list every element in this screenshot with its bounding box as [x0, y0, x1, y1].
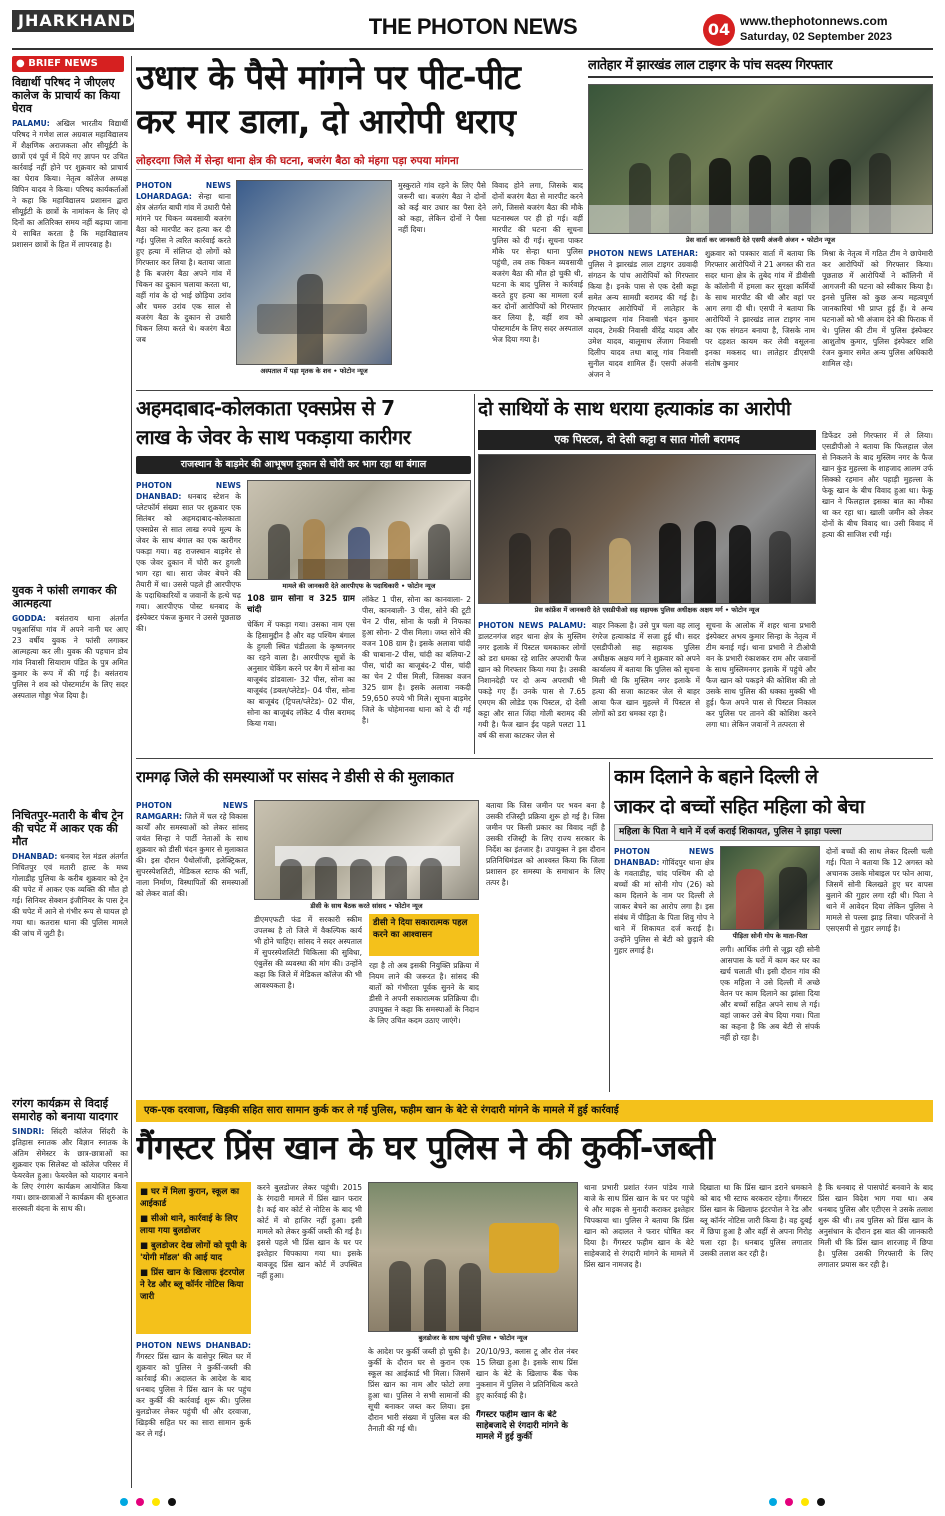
ahmedabad-headline: लाख के जेवर के साथ पकड़ाया कारीगर [136, 425, 411, 449]
bullet-icon: ■ [140, 1268, 151, 1278]
masthead [0, 0, 945, 52]
brief-body: GODDA: बसंतराय थाना अंतर्गत पथुआसिंघा गांव में अपने नानी घर आए 23 वर्षीय युवक ने फांसी लगाकर आत्महत्या कर ली। युवक की पहचान डोय गांव निवासी सियाराम पंडित के पुत्र अमित कुमार के रूप में की गई है। बसंतराय पुलिस ने शव को पोस्टमार्टम के लिए सदर अस्पताल गोड्डा भेज दिया है। [12, 614, 128, 700]
bullet-item: ■ प्रिंस खान के खिलाफ इंटरपोल ने रेड और ब्लू कॉर्नर नोटिस किया जारी [140, 1268, 245, 1302]
latehar-photo [588, 84, 933, 234]
brief-headline: युवक ने फांसी लगाकर की आत्महत्या [12, 584, 117, 610]
lead-photo [236, 180, 392, 365]
ahmedabad-photo-caption: मामले की जानकारी देते आरपीएफ के पदाधिकारी • फोटोन न्यूज [282, 582, 436, 590]
ahmedabad-col-1: PHOTON NEWS DHANBAD: धनबाद स्टेशन के प्लेटफॉर्म संख्या सात पर शुक्रवार एक सितंबर को अहमदाबाद-कोलकाता एक्सप्रेस से सात लाख रुपये मूल्य के जेवर के साथ बंगाल का एक कारीगर पकड़ा गया। वह राजस्थान बाड़मेर से एक जेवर दुकान में चोरी कर हुगली भाग रहा था। सारा जेवर बेचने की तैयारी में था। उससे पहले ही आरपीएफ के पदाधिकारियों व जवानों के हत्थे चढ़ गया। आरपीएफ पोस्ट धनबाद के इंस्पेक्टर पंकज कुमार ने उससे पूछताछ की। [136, 481, 241, 633]
murder-col-3: सूचना के आलोक में शहर थाना प्रभारी इंस्पेक्टर अभय कुमार सिन्हा के नेतृत्व में टीम बनाई गई। थाना प्रभारी ने टीओपी वन के प्रभारी रंकाशकर राम और जवानों के साथ मुस्लिमनगर इलाके में पहुंचे और फैज खान को पकड़ने की कोशिश की तो उसके साथ पुलिस की धक्का मुक्की भी हुई। फैज अपने पास से पिस्टल निकाल कर पुलिस पर तानने की कोशिश करने लगा था। लेकिन जवानों ने तत्परता से [706, 621, 816, 729]
bottom-col-7: है कि धनबाद से पासपोर्ट बनवाने के बाद प्रिंस खान विदेश भाग गया था। अब धनबाद पुलिस और एटीएस ने उसके तलाश शुरू की थी। तब पुलिस को प्रिंस खान के अनुसंधान के दौरान इस बात की जानकारी मिली थी कि प्रिंस खान शारजाह में छिपा है। पुलिस उसकी गिरफ्तारी के लिए लगातार प्रयास कर रही है। [818, 1183, 933, 1269]
trafficking-col-1: PHOTON NEWS DHANBAD: गोविंदपुर थाना क्षेत्र के गवताडीह, चांद पश्चिम की दो बच्चों की मां सोनी गोप (26) को काम दिलाने के नाम पर दिल्ली ले जाकर बेचने का आरोप लगा है। इस संबंध में पीड़िता के पिता शिवु गोप ने थाने में शिकायत दर्ज कराई है। उन्होंने पुलिस से बेटी को छुड़ाने की गुहार लगाई है। [614, 847, 714, 955]
bottom-col-1: PHOTON NEWS DHANBAD: गैंगस्टर प्रिंस खान के वासेपुर स्थित घर में शुक्रवार को पुलिस ने कुर्की-जब्ती की कार्रवाई की। अदालत के आदेश के बाद धनबाद पुलिस ने प्रिंस खान के घर पहुंच कर कुर्की की कार्रवाई शुरू की। पुलिस बुलडोजर लेकर पहुंची थी और दरवाजा, खिड़की सहित घर का सारा सामान कुर्क कर ले गई। [136, 1341, 251, 1438]
brief-body: SINDRI: सिंदरी कॉलेज सिंदरी के इतिहास स्नातक और विज्ञान स्नातक के अंतिम सेमेस्टर के छात्र-छात्राओं का शुक्रवार एक सिलेक्ट वो कॉलेज परिसर में फेयरवेल हुआ। फेयरवेल को यादगार बनाने के लिए रंगारंग कार्यक्रम आयोजित किया गया। छात्र-छात्राओं ने कार्यक्रम की शुरुआत सरस्वती वंदना के साथ की। [12, 1127, 128, 1213]
trafficking-col-2: लगी। आर्थिक तंगी से जूझ रही सोनी आसपास के घरों में काम कर घर का खर्च चलाती थी। इसी दौरान गांव की एक महिला ने उसे दिल्ली में अच्छे वेतन पर काम दिलाने का झांसा दिया और बच्चों सहित अपने साथ ले गई। वहां जाकर उसे बेच दिया गया। पिता का कहना है कि अब बेटी से संपर्क नहीं हो रहा है। [720, 945, 820, 1042]
ramgarh-box-title: डीसी ने दिया सकारात्मक पहल करने का आश्वासन [373, 918, 468, 940]
latehar-story [588, 56, 933, 386]
ramgarh-col-2: डीएमएफटी फंड में सरकारी स्कीम उपलब्ध है तो जिले में वैकल्पिक कार्य भी होने चाहिए। सांसद ने सदर अस्पताल में सुपरस्पेशलिटी चिकित्सा की सुविधा, एंबुलेंस की व्यवस्था की मांग की। उन्होंने कहा कि जिले में मेडिकल कॉलेज की भी आवश्यकता है। [254, 915, 362, 990]
trafficking-headline: काम दिलाने के बहाने दिल्ली ले [614, 766, 818, 788]
ramgarh-box [369, 914, 479, 956]
bullet-item: ■ सीओ थाने, कार्रवाई के लिए लाया गया बुलडोजर [140, 1214, 238, 1236]
bottom-col-2: करने बुलडोजर लेकर पहुंची। 2015 के रंगदारी मामले में प्रिंस खान फरार है। कई बार कोर्ट से नोटिस के बाद भी कोर्ट में वो हाजिर नहीं हुआ। इसी मामले को लेकर कुर्की जब्ती की गई है। इससे पहले भी प्रिंस खान के घर पर इश्तेहार चिपकाया गया था। इसके बावजूद प्रिंस खान कोर्ट में उपस्थित नहीं हुआ। [257, 1183, 362, 1280]
issue-date: Saturday, 02 September 2023 [740, 31, 893, 43]
bullet-item: ■ घर में मिला कुरान, स्कूल का आईकार्ड [140, 1187, 240, 1209]
brief-item [12, 1097, 128, 1456]
ramgarh-headline: रामगढ़ जिले की समस्याओं पर सांसद ने डीसी से की मुलाकात [136, 768, 454, 786]
bottom-bullets [136, 1182, 251, 1334]
brief-headline: निचितपुर-मतारी के बीच ट्रेन की चपेट में आकर एक की मौत [12, 809, 124, 848]
bottom-inline-subhead: गैंगस्टर फहीम खान के बेटे साहेबजादे से रंगदारी मांगने के मामले में हुई कुर्की [476, 1410, 568, 1442]
ramgarh-story [136, 762, 605, 1092]
brief-news-label: ● BRIEF NEWS [12, 56, 124, 72]
brief-headline: रगंरग कार्यक्रम से विदाई समारोह को बनाया यादगार [12, 1097, 118, 1123]
trafficking-headline: जाकर दो बच्चों सहित महिला को बेचा [614, 796, 865, 818]
ahmedabad-col-3: लॉकेट 1 पीस, सोना का कानवाला- 2 पीस, कानबाली- 3 पीस, सोने की टूटी चेन 2 पीस, सोना के फन्नी मे निफका हुआ सोना- 2 पीस मिला। जब्त सोने की वजन 108 ग्राम है। इसके अलावा चांदी की चाबाना-2 पीस, चांदी का बलिया-2 पीस, चांदी का बाजूबंद-2 पीस, चांदी का चेन 2 पीस मिली, जिसका वजन 325 ग्राम है। इसके अलावा नकदी 59,650 रुपये भी मिले। सूचना बाड़मेर जिले के चोहेमानवा थाना को दे दी गई है। [362, 595, 471, 725]
bullet-item: ■ बुलडोजर देख लोगों को यूपी के 'योगी मॉडल' की आई याद [140, 1241, 247, 1263]
lead-photo-caption: अस्पताल में पड़ा मृतक के शव • फोटोन न्यूज [260, 367, 368, 375]
trafficking-story [614, 762, 933, 1092]
bottom-headline: गैंगस्टर प्रिंस खान के घर पुलिस ने की कुर्की-जब्ती [136, 1128, 715, 1167]
bullet-icon: ■ [140, 1187, 151, 1197]
latehar-col-2: शुक्रवार को पत्रकार वार्ता में बताया कि गिरफ्तार आरोपियों ने 21 अगस्त की रात सदर थाना क्षेत्र के तुबेद गांव में डीवीसी के कॉलोनी में हमला कर सुरक्षा कर्मियों के साथ मारपीट की थी और वहां पर आग लगा दी थी। एसपी ने बताया कि आरोपियों ने झारखंड लाल टाइगर नाम का एक संगठन बनाया है, जिसके नाम पर दहशत कायम कर लेवी वसूलना इनका मकसद था। लातेहार डीएसपी संतोष कुमार [705, 249, 815, 368]
lead-col-3: विवाद होने लगा, जिसके बाद दोनों बजरंग बैठा से मारपीट करने लगे, जिससे बजरंग बैठा की मौके घटनास्थल पर ही हो गई। वहीं मारपीट की घटना की सूचना पुलिस को दी गई। सूचना पाकर मौके पर सेन्हा थाना पुलिस पहुंची, तब तक चिकन व्यवसायी बजरंग बैठा की मौत हो चुकी थी, घटना के बाद पुलिस ने कार्रवाई करते हुए हत्या का मामला दर्ज कर दोनों आरोपियों को गिरफ्तार कर लिया है, वहीं शव को पोस्टमार्टम के लिए सदर अस्पताल भेज दिया गया है। [492, 181, 583, 344]
murder-col-right: डिफेंडर उसे गिरफ्तार में ले लिया। एसडीपीओ ने बताया कि फिलहाल जेल से निकलने के बाद मुस्लिम नगर के फैज खान कुंड मुहल्ला के शाहजाद आलम उर्फ सिक्को रहमान और पहाड़ी मुहल्ला के फेकू खान के बीच विवाद हुआ था। फेकू खान ने फिलहाल इसका बात का मौका था कर रहा था। खाली जमीन को लेकर दोनों के बीच विवाद था। उसी विवाद में हत्या की साजिश रची गई। [822, 431, 933, 539]
bottom-story [136, 1100, 933, 1488]
lead-col-1: PHOTON NEWS LOHARDAGA: सेन्हा थाना क्षेत्र अंतर्गत बाघी गांव में उधारी पैसे मांगने पर चिकन व्यवसायी बजरंग बैठा को मारपीट कर हत्या कर दी गई। पुलिस ने त्वरित कार्रवाई करते हुए हत्या में संलिप्त दो लोगों को गिरफ्तार कर लिया है। बताया जाता है कि बजरंग बैठा अपने गांव में चिकन का दुकान चलाया करता था, वहीं गांव के दो भाई छोड़िया उरांव और चमरु उरांव एक साल से बजरंग बैठा के दुकान से उधारी चिकन लिया करते थे। बजरंग बैठा जब [136, 181, 231, 344]
trafficking-photo-caption: पीड़िता सोनी गोप के माता-पिता [732, 932, 808, 940]
lead-col-2: मुस्कुराते गांव रहने के लिए पैसे जरूरी था। बजरंग बैठा ने दोनों को कई बार उधार का पैसा देने को कहा, लेकिन दोनों ने पैसा नहीं दिया। [398, 181, 486, 234]
lead-headline: कर मार डाला, दो आरोपी धराए [136, 102, 516, 142]
latehar-col-1: PHOTON NEWS LATEHAR: पुलिस ने झारखंड लाल टाइगर उग्रवादी संगठन के पांच आरोपियों को गिरफ्तार किया है। इनके पास से एक देसी कट्टा समेत अन्य सामग्री बरामद की गई है। गिरफ्तार आरोपियों में लातेहार के अम्बाझरण गांव निवासी चंदन कुमार यादव, टेमकी निवासी वीरेंद्र यादव और उमेश यादव, बालूमाथ लेंजाग निवासी दिलीप यादव तथा बालू गांव निवासी सुनील यादव शामिल हैं। एसपी अंजनी अंजन ने [588, 249, 698, 379]
brief-item [12, 584, 128, 803]
ramgarh-col-3: रहा है तो अब इसकी नियुक्ति प्रक्रिया में नियम लाने की जरूरत है। सांसद की बातों को गंभीरता पूर्वक सुनने के बाद डीसी ने अपनी सकारात्मक प्रतिक्रिया दी। उपायुक्त ने कहा कि समस्याओं के निदान के लिए उचित कदम उठाए जाएंगे। [369, 961, 479, 1025]
brief-body: PALAMU: अखिल भारतीय विद्यार्थी परिषद ने गणेश लाल अग्रवाल महाविद्यालय में शैक्षणिक अराजकता और सीयूईटी के छात्रों एवं पूर्व में दिये गए ज्ञापन पर उचित कार्रवाई नहीं होने पर शुक्रवार को प्राचार्य का घेराव किया। नेतृत्व कॉलेज अध्यक्ष विपिन यादव ने किया। परिषद कार्यकर्ताओं ने कहा कि महाविद्यालय प्रशासन द्वारा सीयूईटी के छात्रों के नामांकन के लिए दो दिनों का अतिरिक्त समय नहीं बढ़ाया जाना ये साबित करता है कि महाविद्यालय प्रशासन छात्रों के हित में लापरवाह है। [12, 119, 128, 249]
brief-bullet-icon: ● [16, 58, 29, 69]
bottom-col-5: थाना प्रभारी प्रशांत रंजन पांडेय गाजे बाजे के साथ प्रिंस खान के घर पर पहुंचे थे और माइक से मुनादी कराकर इश्तेहार चिपकाया था। पुलिस ने बताया कि प्रिंस खान को अदालत ने फरार घोषित कर दिया है। गैंगस्टर फहीम खान के बेटे साहेबजादे से रंगदारी मांगने के मामले में प्रिंस खान नामजद है। [584, 1183, 694, 1269]
registration-marks [120, 1496, 825, 1508]
lead-subhead: लोहरदगा जिले में सेन्हा थाना क्षेत्र की घटना, बजरंग बैठा को मंहगा पड़ा रुपया मांगना [136, 152, 583, 170]
bullet-icon: ■ [140, 1214, 151, 1224]
lead-story [136, 56, 583, 386]
murder-col-2: बाहर निकला है। उसे पुत्र चला वह लालू रंगरेज हत्याकांड में सजा हुई थी। सदर एसडीपीओ सह सहायक पुलिस अधीक्षक अक्षय मर्ग ने शुक्रवार को अपने कार्यालय में बताया कि पुलिस को सूचना मिली थी कि मुस्लिम नगर इलाके में हत्या की सजा काटकर जेल से बाहर आया फैज खान मुहल्ले में पिस्टल से लोगों को डरा धमका रहा है। [592, 621, 700, 718]
bottom-photo [368, 1182, 578, 1332]
bottom-col-6: दिखाता था कि प्रिंस खान डराने धमकाने को बाद भी स्टाफ बरकरार रहेगा। गैंगस्टर प्रिंस खान के खिलाफ इंटरपोल ने रेड और ब्लू कॉर्नर नोटिस जारी किया है। वह दुबई में छिपा हुआ है और वहीं से अपना गिरोह चला रहा है। धनबाद पुलिस लगातार उसकी तलाश कर रही है। [700, 1183, 812, 1258]
section-label: JHARKHAND [12, 10, 134, 32]
lead-headline: उधार के पैसे मांगने पर पीट-पीट [136, 58, 521, 98]
ahmedabad-subhead: राजस्थान के बाड़मेर की आभूषण दुकान से चोरी कर भाग रहा था बंगाल [136, 456, 471, 474]
bullet-icon: ■ [140, 1241, 151, 1251]
ahmedabad-story [136, 394, 471, 754]
trafficking-col-3: दोनों बच्चों की साथ लेकर दिल्ली चली गई। पिता ने बताया कि 12 अगस्त को अचानक उसके मोबाइल पर फोन आया, जिसमें सोनी बिलखते हुए घर वापस बुलाने की गुहार लगा रही थी। पिता ने थाने में आवेदन दिया लेकिन पुलिस ने मामले से पल्ला झाड़ लिया। परिजनों ने एसएसपी से गुहार लगाई है। [826, 847, 933, 933]
ramgarh-col-4: बताया कि जिस जमीन पर भवन बना है उसकी रजिस्ट्री प्रक्रिया शुरू हो गई है। जिस जमीन पर किसी प्रकार का विवाद नहीं है उसकी रजिस्ट्री के लिए राज्य सरकार के निर्देश का इंतजार है। उपायुक्त ने इस दौरान प्रतिनिधिमंडल को आश्वस्त किया कि जिला प्रशासन हर समस्या के समाधान के लिए तत्पर है। [486, 801, 605, 887]
ahmedabad-photo [247, 480, 471, 580]
murder-story [478, 394, 933, 754]
website[interactable]: www.thephotonnews.com [740, 14, 888, 28]
murder-subhead: एक पिस्टल, दो देसी कट्टा व सात गोली बरामद [478, 430, 816, 450]
brief-item [12, 809, 128, 1091]
brief-body: DHANBAD: धनबाद रेल मंडल अंतर्गत निचितपुर एवं मतारी हाल्ट के मध्य गोलाडीह पुलिया के करीब शुक्रवार को ट्रेन की चपेट में आकर एक व्यक्ति की मौत हो गई। सिनियर सेक्शन इंजीनियर के पास ट्रेन की चपेट में आने से गंभीर रूप से घायल हो गया था। कतरास थाना की पुलिस मामले की जांच में जुटी है। [12, 852, 128, 938]
bottom-col-3: के आदेश पर कुर्की जब्ती हो चुकी है। कुर्की के दौरान घर से कुरान एक स्कूल का आईकार्ड भी मिला। जिसमें प्रिंस खान का नाम और फोटो लगा हुआ था। पुलिस ने सभी सामानों की सूची बनाकर जब्त कर लिया। इस दौरान भारी संख्या में पुलिस बल की तैनाती की गई थी। [368, 1347, 470, 1433]
bottom-col-4: 20/10/93, क्लास टू और रोल नंबर 15 लिखा हुआ है। इसके साथ प्रिंस खान के बेटे के खिलाफ बैंक चेक नुकसान में पुलिस ने प्रतिनिधित्व करते हुए कार्रवाई की है। [476, 1347, 578, 1400]
trafficking-subhead: महिला के पिता ने थाने में दर्ज कराई शिकायत, पुलिस ने झाड़ा पल्ला [614, 824, 933, 841]
brief-headline: विद्यार्थी परिषद ने जीएलए कालेज के प्राचार्य का किया घेराव [12, 76, 120, 115]
paper-name: THE PHOTON NEWS [368, 14, 578, 39]
murder-photo [478, 454, 816, 604]
brief-item [12, 76, 128, 578]
ahmedabad-headline: अहमदाबाद-कोलकाता एक्सप्रेस से 7 [136, 396, 395, 420]
latehar-headline: लातेहार में झारखंड लाल टाइगर के पांच सदस्य गिरफ्तार [588, 56, 933, 78]
brief-news-column [12, 56, 128, 1488]
page-number-badge: 04 [703, 14, 735, 46]
murder-col-1: PHOTON NEWS PALAMU: डालटनगंज शहर थाना क्षेत्र के मुस्लिम नगर इलाके में पिस्टल चमकाकर लोगों को डरा धमका रहे शातिर अपराधी फैज खान को गिरफ्तार किया गया है। उसकी निशानदेही पर दो अन्य अपराधी भी पकड़े गए हैं। उनके पास से 7.65 एमएम की लोडेड एक पिस्टल, दो देसी कट्टा और सात जिंदा गोली बरामद की गयी है। फैज खान ईद पहले पलटा 11 वर्ष की सजा काटकर जेल से [478, 621, 586, 740]
ahmedabad-highlight: 108 ग्राम सोना व 325 ग्राम चांदी [247, 594, 355, 615]
latehar-col-3: मिश्रा के नेतृत्व में गठित टीम ने छापेमारी कर आरोपियों को गिरफ्तार किया। पूछताछ में आरोपियों ने कॉलिनी में आगजनी की घटना को स्वीकार किया है। इनसे पुलिस को कुछ अन्य महत्वपूर्ण जानकारियां भी प्राप्त हुई हैं। वे अन्य घटनाओं को भी अंजाम देने की फिराक में थे। पुलिस की टीम में पुलिस इंस्पेक्टर आशुतोष कुमार, पुलिस इंस्पेक्टर शशि रंजन कुमार समेत अन्य पुलिस अधिकारी शामिल रहे। [822, 249, 933, 368]
ahmedabad-col-2: 108 ग्राम सोना व 325 ग्राम चांदी चेकिंग में पकड़ा गया। उसका नाम एस के हिसामुद्दीन है और वह पश्चिम बंगाल के हुगली स्थित चंडीतला के कृष्णनगर का रहने वाला है। आरपीएफ सूत्रों के अनुसार चेकिंग करने पर बैग में सोना का बाजूबंद डांडवाला- 32 पीस, सोना का बाजूबंद (डबल/प्लेटेड)- 04 पीस, सोना का बाजूबंद (ट्रिपल/प्लेटेड)- 02 पीस, सोना का बाजूबंद लॉकेट 4 पीस बरामद किया गया। [247, 594, 355, 728]
bottom-kicker: एक-एक दरवाजा, खिड़की सहित सारा सामान कुर्क कर ले गई पुलिस, फहीम खान के बेटे से रंगदारी मांगने के मामले में हुई कार्रवाई [136, 1100, 933, 1122]
trafficking-photo [720, 846, 820, 930]
latehar-photo-caption: प्रेस वार्ता कर जानकारी देते एसपी अंजनी अंजन • फोटोन न्यूज [685, 236, 836, 244]
murder-headline: दो साथियों के साथ धराया हत्याकांड का आरोपी [478, 398, 791, 420]
ramgarh-photo [254, 800, 479, 900]
ramgarh-col-1: PHOTON NEWS RAMGARH: जिले में चल रहे विकास कार्यों और समस्याओं को लेकर सांसद जयंत सिन्हा ने पार्टी नेताओं के साथ शुक्रवार को डीसी चंदन कुमार से मुलाकात की। इस दौरान पैथोलॉजी, इलेक्ट्रिकल, सुपरस्पेशलिटी, मेडिकल स्टाफ की भर्ती, नाला निर्माण, विस्थापितों की समस्याओं को लेकर वार्ता की। [136, 801, 248, 898]
ramgarh-photo-caption: डीसी के साथ बैठक करते सांसद • फोटोन न्यूज [310, 902, 423, 910]
murder-photo-caption: प्रेस कांफ्रेंस में जानकारी देते एसडीपीओ सह सहायक पुलिस अधीक्षक अक्षय मर्ग • फोटोन न्यूज [534, 606, 760, 614]
bottom-photo-caption: बुलडोजर के साथ पहुंची पुलिस • फोटोन न्यूज [418, 1334, 528, 1342]
